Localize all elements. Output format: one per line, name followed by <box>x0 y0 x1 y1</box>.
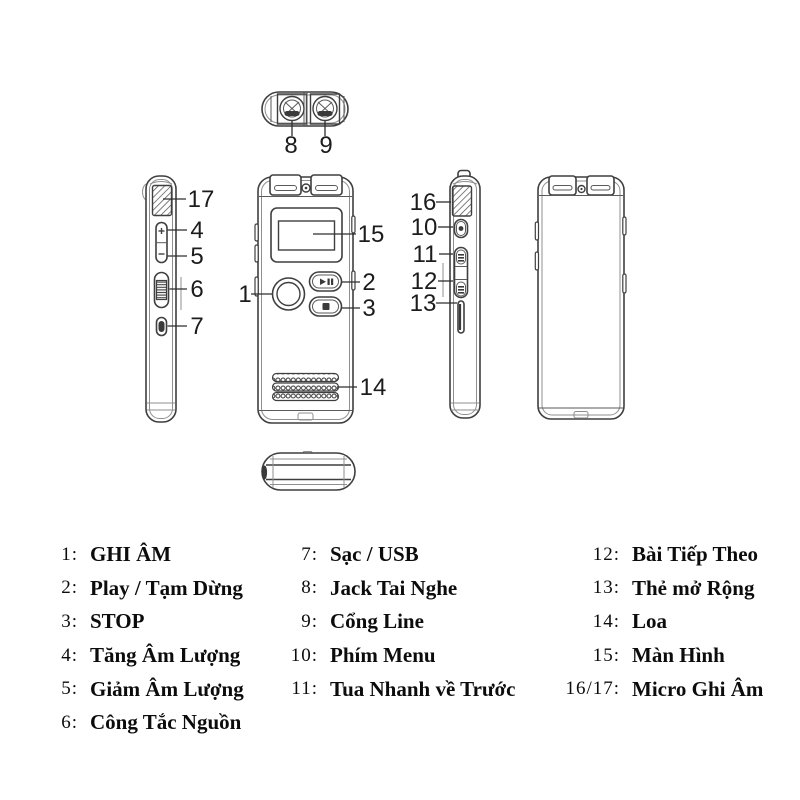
legend-item-label: Play / Tạm Dừng <box>90 575 243 600</box>
legend-column-3 <box>534 538 763 706</box>
callout-3: 3 <box>362 295 376 322</box>
legend-item-number: 1: <box>61 543 78 565</box>
legend-item-label: Micro Ghi Âm <box>632 676 764 701</box>
power-switch <box>155 273 169 308</box>
legend-item-label: Jack Tai Nghe <box>330 575 458 600</box>
legend-item-9 <box>268 605 515 639</box>
legend-item-label: Tăng Âm Lượng <box>90 643 241 668</box>
bottom-view <box>262 452 355 491</box>
legend-item-8 <box>268 572 515 606</box>
legend-item-number: 9: <box>301 610 318 632</box>
right-side-view <box>410 171 480 419</box>
legend-item-label: GHI ÂM <box>90 542 172 567</box>
legend-item-label: Thẻ mở Rộng <box>632 575 755 600</box>
legend-item-2 <box>40 572 244 606</box>
legend-item-number: 14: <box>592 610 620 632</box>
legend-item-number: 12: <box>592 543 620 565</box>
legend-item-13 <box>534 572 763 606</box>
legend-item-number: 11: <box>291 678 318 700</box>
callout-5: 5 <box>190 243 204 270</box>
legend-item-4 <box>40 639 244 673</box>
legend-item-label: Sạc / USB <box>330 542 419 567</box>
legend-column-1 <box>40 538 244 740</box>
legend-item-10 <box>268 639 515 673</box>
mic-grille-16 <box>453 186 472 216</box>
front-view <box>238 175 386 423</box>
usb-port <box>157 318 167 336</box>
callout-1: 1 <box>238 281 252 308</box>
line-port <box>313 97 337 121</box>
callout-6: 6 <box>190 276 204 303</box>
menu-button <box>455 220 468 238</box>
callout-2: 2 <box>362 269 376 296</box>
callout-10: 10 <box>410 214 438 241</box>
back-view <box>535 176 626 419</box>
legend-item-label: Màn Hình <box>632 643 725 668</box>
legend-item-label: STOP <box>90 609 145 634</box>
forward-next-buttons <box>455 248 468 298</box>
legend-item-number: 5: <box>61 678 78 700</box>
legend-item-label: Cổng Line <box>330 609 424 634</box>
legend-item-12 <box>534 538 763 572</box>
legend-item-label: Phím Menu <box>330 643 436 668</box>
legend-item-5 <box>40 672 244 706</box>
callout-17: 17 <box>187 186 215 213</box>
legend-item-number: 8: <box>301 577 318 599</box>
legend-item-label: Công Tắc Nguồn <box>90 710 242 735</box>
legend-item-label: Tua Nhanh về Trước <box>330 676 516 701</box>
legend-item-number: 4: <box>61 644 78 666</box>
legend-item-label: Loa <box>632 609 668 634</box>
legend-item-number: 16/17: <box>565 678 620 700</box>
callout-12: 12 <box>410 268 438 295</box>
volume-rocker <box>156 223 167 263</box>
legend-item-number: 15: <box>592 644 620 666</box>
legend-item-3 <box>40 605 244 639</box>
callout-7: 7 <box>190 313 204 340</box>
legend-item-7 <box>268 538 515 572</box>
legend-item-11 <box>268 672 515 706</box>
legend-item-label: Bài Tiếp Theo <box>632 542 759 567</box>
callout-8: 8 <box>284 132 298 159</box>
legend-item-6 <box>40 706 244 740</box>
callout-16: 16 <box>409 189 437 216</box>
legend-item-number: 13: <box>592 577 620 599</box>
legend-item-number: 6: <box>61 711 78 733</box>
legend-item-15 <box>534 639 763 673</box>
legend-item-number: 2: <box>61 577 78 599</box>
legend-column-2 <box>268 538 515 706</box>
top-view <box>262 92 348 159</box>
mic-grille-17 <box>153 186 172 216</box>
legend-item-label: Giảm Âm Lượng <box>90 676 244 701</box>
callout-4: 4 <box>190 217 204 244</box>
legend-item-number: 10: <box>290 644 318 666</box>
stop-button <box>310 297 342 316</box>
record-button <box>273 278 305 310</box>
left-side-view <box>143 176 215 422</box>
speaker-grille <box>273 374 339 401</box>
callout-15: 15 <box>357 221 385 248</box>
legend-item-number: 3: <box>61 610 78 632</box>
callout-13: 13 <box>409 290 437 317</box>
callout-14: 14 <box>359 374 387 401</box>
callout-11: 11 <box>412 241 438 268</box>
legend-item-1 <box>40 538 244 572</box>
earphone-jack-port <box>280 97 304 121</box>
screen <box>271 208 342 262</box>
legend-item-number: 7: <box>301 543 318 565</box>
legend-item-14 <box>534 605 763 639</box>
memory-card-slot <box>458 301 464 333</box>
play-pause-button <box>310 272 342 291</box>
legend-item-16-17 <box>534 672 763 706</box>
callout-9: 9 <box>319 132 333 159</box>
